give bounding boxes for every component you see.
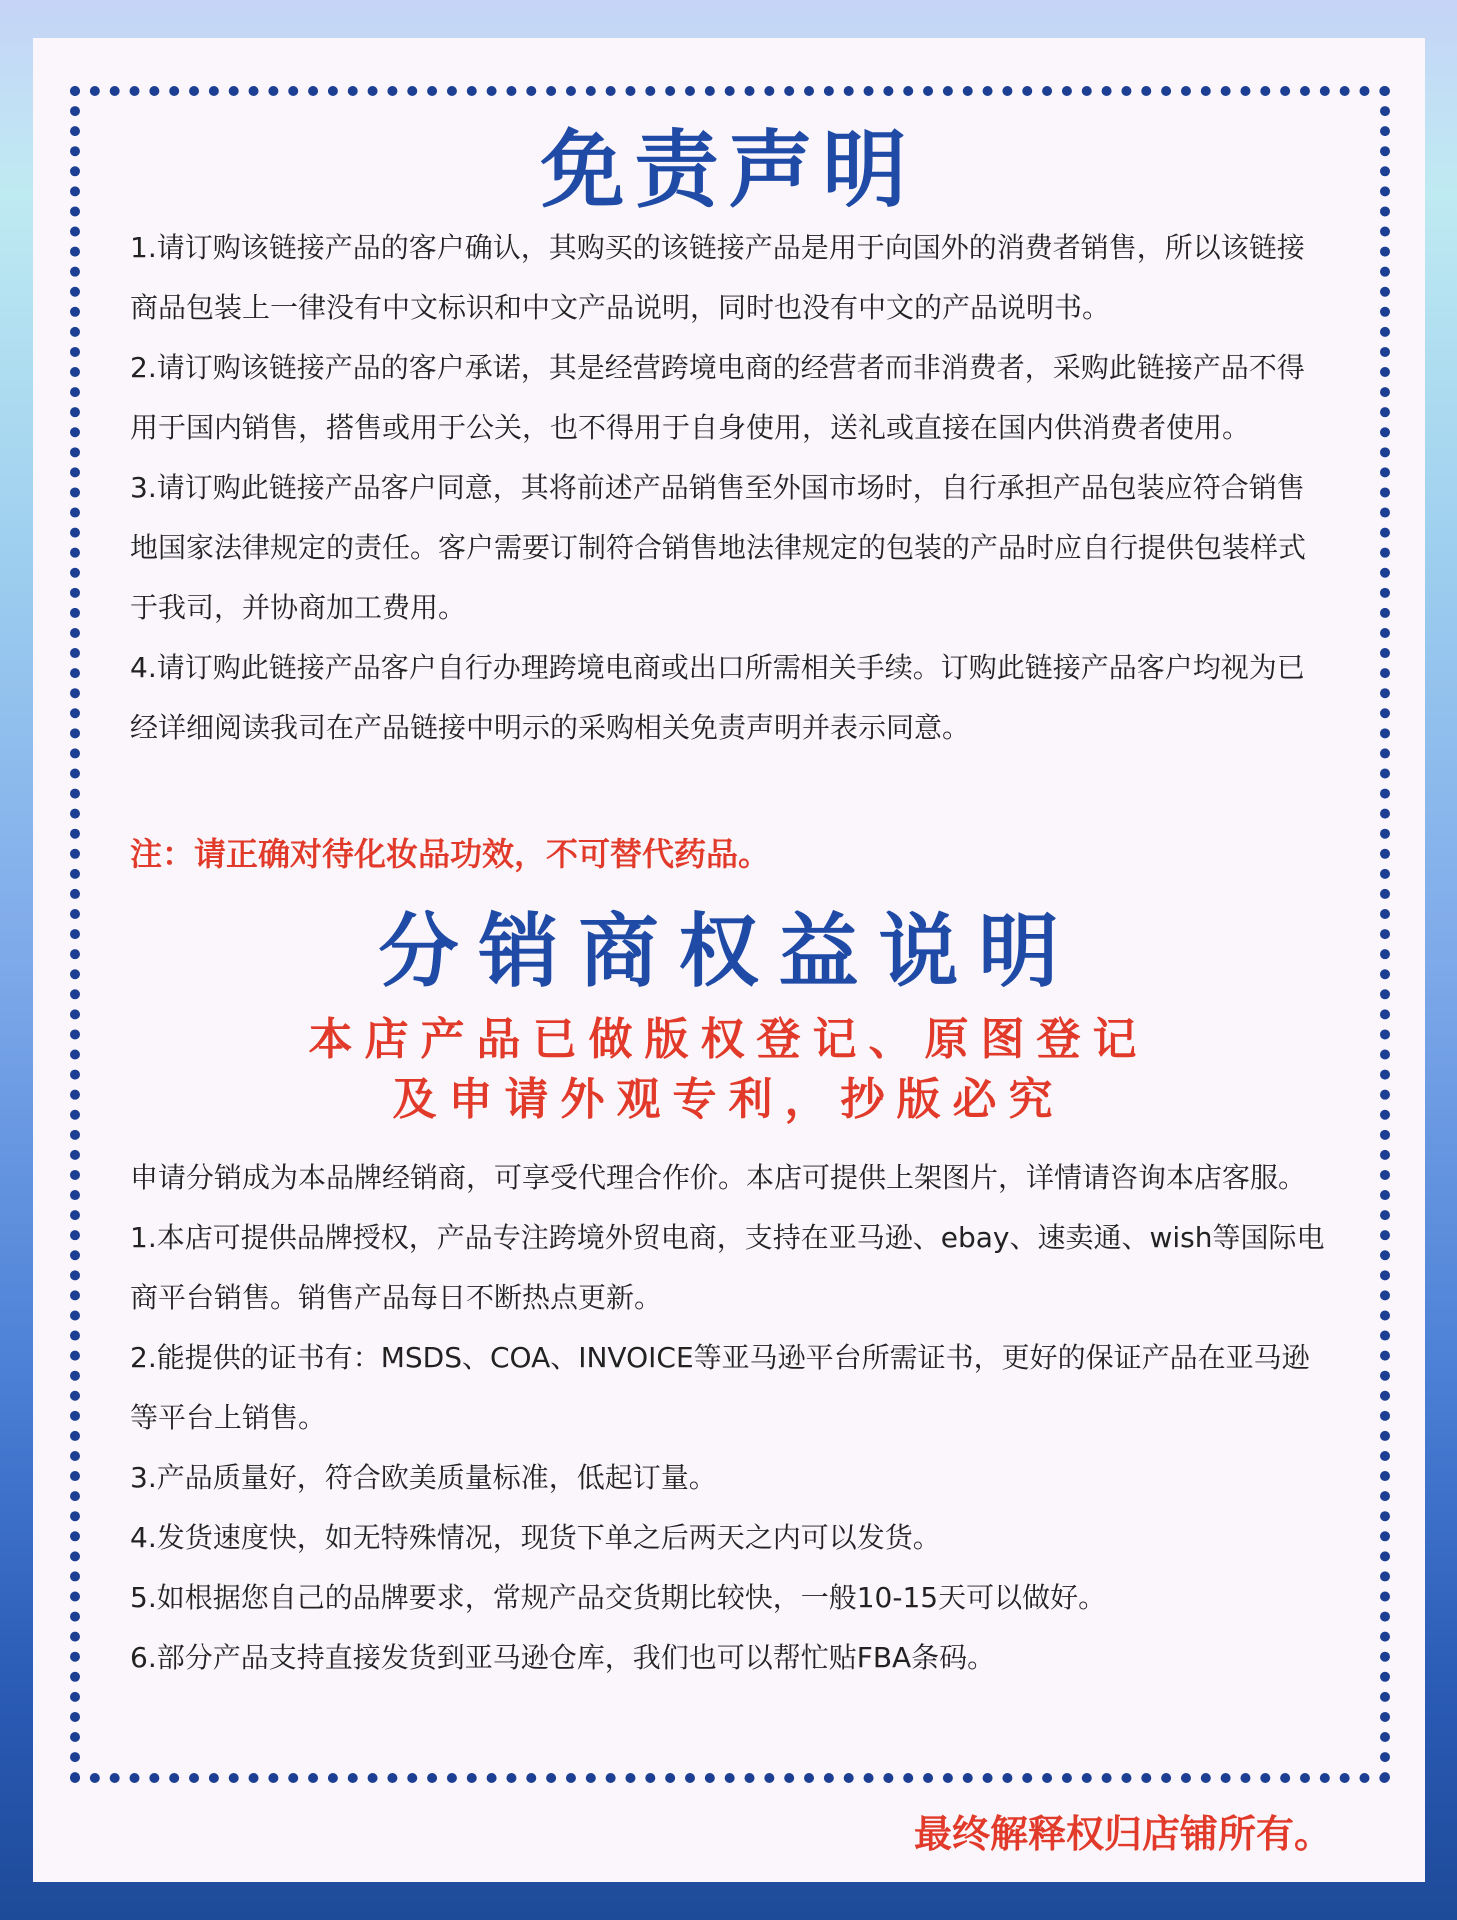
distributor-item-4: 4.发货速度快，如无特殊情况，现货下单之后两天之内可以发货。: [130, 1521, 941, 1554]
distributor-item-2: 2.能提供的证书有：MSDS、COA、INVOICE等亚马逊平台所需证书，更好的保证产品在亚马逊等平台上销售。: [130, 1341, 1310, 1434]
cosmetics-note: 注：请正确对待化妆品功效，不可替代药品。: [130, 835, 771, 873]
copyright-notice-line1: 本店产品已做版权登记、原图登记: [308, 1014, 1149, 1065]
disclaimer-item-4: 4.请订购此链接产品客户自行办理跨境电商或出口所需相关手续。订购此链接产品客户均视为已经详细阅读我司在产品链接中明示的采购相关免责声明并表示同意。: [130, 651, 1305, 744]
distributor-item-5: 5.如根据您自己的品牌要求，常规产品交货期比较快，一般10-15天可以做好。: [130, 1581, 1107, 1614]
final-interpretation-note: 最终解释权归店铺所有。: [913, 1812, 1332, 1856]
distributor-item-6: 6.部分产品支持直接发货到亚马逊仓库，我们也可以帮忙贴FBA条码。: [130, 1641, 996, 1674]
distributor-intro: 申请分销成为本品牌经销商，可享受代理合作价。本店可提供上架图片，详情请咨询本店客服。: [130, 1161, 1307, 1194]
distributor-item-1: 1.本店可提供品牌授权，产品专注跨境外贸电商，支持在亚马逊、ebay、速卖通、wish等国际电商平台销售。销售产品每日不断热点更新。: [130, 1221, 1325, 1314]
disclaimer-item-2: 2.请订购该链接产品的客户承诺，其是经营跨境电商的经营者而非消费者，采购此链接产品不得用于国内销售，搭售或用于公关，也不得用于自身使用，送礼或直接在国内供消费者使用。: [130, 351, 1305, 444]
distributor-item-3: 3.产品质量好，符合欧美质量标准，低起订量。: [130, 1461, 717, 1494]
disclaimer-item-3: 3.请订购此链接产品客户同意，其将前述产品销售至外国市场时，自行承担产品包装应符合销售地国家法律规定的责任。客户需要订制符合销售地法律规定的包装的产品时应自行提供包装样式于我司，并协商加工费用。: [130, 471, 1307, 624]
distributor-body: [130, 1148, 1330, 1688]
disclaimer-body: [130, 218, 1330, 758]
disclaimer-title: 免责声明: [540, 121, 917, 219]
distributor-title: 分销商权益说明: [378, 905, 1079, 998]
copyright-notice-line2: 及申请外观专利，抄版必究: [392, 1074, 1065, 1125]
disclaimer-item-1: 1.请订购该链接产品的客户确认，其购买的该链接产品是用于向国外的消费者销售，所以该链接商品包装上一律没有中文标识和中文产品说明，同时也没有中文的产品说明书。: [130, 231, 1305, 324]
